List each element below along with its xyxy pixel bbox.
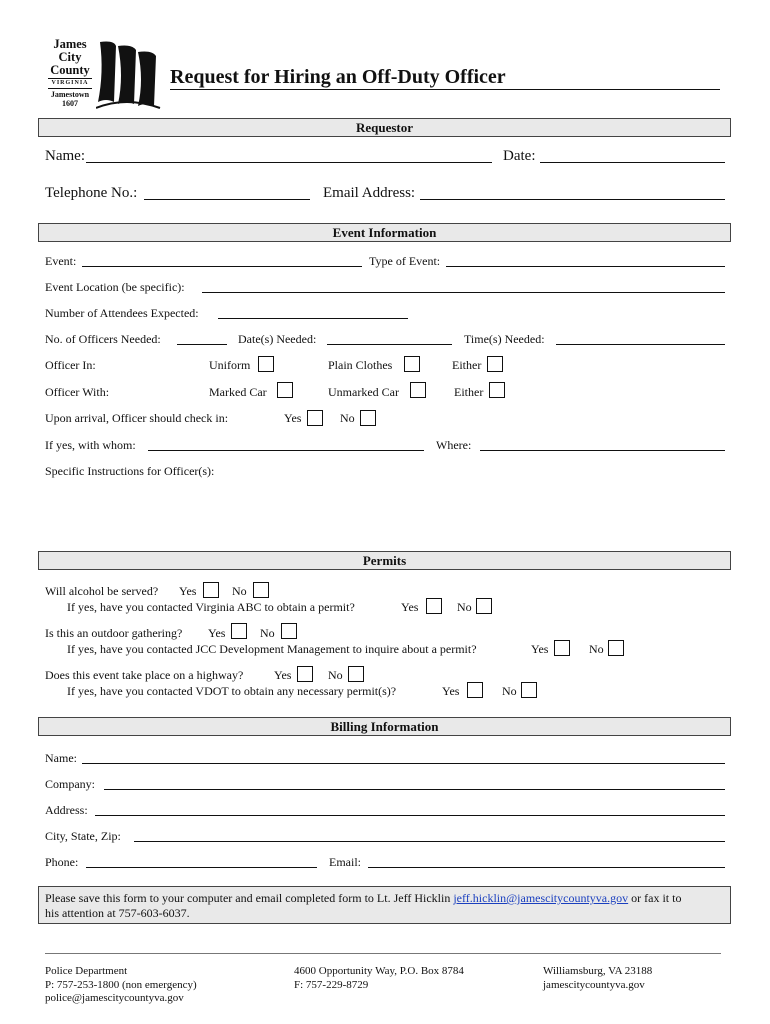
plain-clothes-label: Plain Clothes xyxy=(328,358,393,372)
requestor-date-field[interactable] xyxy=(540,162,725,163)
vdot-yes-checkbox[interactable] xyxy=(467,682,483,698)
billing-email-field[interactable] xyxy=(368,867,725,868)
billing-city-field[interactable] xyxy=(134,841,725,842)
alcohol-yes-label: Yes xyxy=(179,584,197,598)
attendees-label: Number of Attendees Expected: xyxy=(45,306,199,320)
notice-text: Please save this form to your computer and email completed form to Lt. Jeff Hicklin xyxy=(45,891,451,905)
ship-sails-icon xyxy=(96,36,162,112)
instructions-label: Specific Instructions for Officer(s): xyxy=(45,464,215,478)
county-logo xyxy=(40,36,162,112)
billing-header: Billing Information xyxy=(38,717,731,736)
officers-needed-label: No. of Officers Needed: xyxy=(45,332,161,346)
footer-city: Williamsburg, VA 23188 xyxy=(543,965,653,977)
logo-text-year: 1607 xyxy=(62,99,78,108)
notice-text-fax: or fax it to xyxy=(631,891,682,905)
requestor-name-label: Name: xyxy=(45,148,85,164)
footer-email: police@jamescitycountyva.gov xyxy=(45,992,184,1004)
uniform-label: Uniform xyxy=(209,358,251,372)
footer-website: jamescitycountyva.gov xyxy=(543,978,645,991)
instructions-field[interactable] xyxy=(45,480,725,544)
billing-address-label: Address: xyxy=(45,803,88,817)
logo-text-jamestown: Jamestown xyxy=(50,90,90,99)
times-needed-label: Time(s) Needed: xyxy=(464,332,545,346)
event-type-field[interactable] xyxy=(446,266,725,267)
dates-needed-label: Date(s) Needed: xyxy=(238,332,317,346)
requestor-header: Requestor xyxy=(38,118,731,137)
officers-needed-field[interactable] xyxy=(177,344,227,345)
event-field[interactable] xyxy=(82,266,362,267)
billing-name-field[interactable] xyxy=(82,763,725,764)
billing-city-label: City, State, Zip: xyxy=(45,829,121,843)
dates-needed-field[interactable] xyxy=(327,344,452,345)
officer-with-label: Officer With: xyxy=(45,385,110,399)
whom-label: If yes, with whom: xyxy=(45,438,136,452)
footer-phone: P: 757-253-1800 (non emergency) xyxy=(45,978,197,991)
alcohol-no-label: No xyxy=(232,584,247,598)
checkin-no-label: No xyxy=(340,411,355,425)
highway-yes-label: Yes xyxy=(274,668,292,682)
highway-no-checkbox[interactable] xyxy=(348,666,364,682)
plain-clothes-checkbox[interactable] xyxy=(404,356,420,372)
requestor-email-field[interactable] xyxy=(420,199,725,200)
jcc-yes-checkbox[interactable] xyxy=(554,640,570,656)
requestor-phone-label: Telephone No.: xyxy=(45,185,138,201)
requestor-email-label: Email Address: xyxy=(323,185,416,201)
highway-question: Does this event take place on a highway? xyxy=(45,668,244,682)
alcohol-permit-question: If yes, have you contacted Virginia ABC to obtain a permit? xyxy=(67,600,355,614)
vdot-yes-label: Yes xyxy=(442,684,460,698)
billing-phone-label: Phone: xyxy=(45,855,79,869)
notice-fax-number: his attention at 757-603-6037. xyxy=(45,906,190,920)
alcohol-no-checkbox[interactable] xyxy=(253,582,269,598)
requestor-date-label: Date: xyxy=(503,148,536,164)
marked-car-checkbox[interactable] xyxy=(277,382,293,398)
permits-header: Permits xyxy=(38,551,731,570)
alcohol-question: Will alcohol be served? xyxy=(45,584,159,598)
footer-address: 4600 Opportunity Way, P.O. Box 8784 xyxy=(294,965,464,977)
vdot-no-label: No xyxy=(502,684,517,698)
checkin-label: Upon arrival, Officer should check in: xyxy=(45,411,229,425)
checkin-yes-checkbox[interactable] xyxy=(307,410,323,426)
either-car-label: Either xyxy=(454,385,484,399)
either-clothes-checkbox[interactable] xyxy=(487,356,503,372)
jcc-yes-label: Yes xyxy=(531,642,549,656)
footer-col-city xyxy=(543,965,652,992)
whom-field[interactable] xyxy=(148,450,424,451)
highway-no-label: No xyxy=(328,668,343,682)
event-header: Event Information xyxy=(38,223,731,242)
jcc-no-label: No xyxy=(589,642,604,656)
where-field[interactable] xyxy=(480,450,725,451)
submission-notice xyxy=(38,886,731,924)
unmarked-car-checkbox[interactable] xyxy=(410,382,426,398)
outdoor-no-checkbox[interactable] xyxy=(281,623,297,639)
uniform-checkbox[interactable] xyxy=(258,356,274,372)
billing-company-field[interactable] xyxy=(104,789,725,790)
highway-yes-checkbox[interactable] xyxy=(297,666,313,682)
footer-fax: F: 757-229-8729 xyxy=(294,978,369,991)
billing-company-label: Company: xyxy=(45,777,95,791)
footer-col-department xyxy=(45,965,197,1006)
marked-car-label: Marked Car xyxy=(209,385,267,399)
form-title: Request for Hiring an Off-Duty Officer xyxy=(170,66,506,88)
event-location-field[interactable] xyxy=(202,292,725,293)
logo-text-virginia: VIRGINIA xyxy=(48,78,92,89)
outdoor-permit-question: If yes, have you contacted JCC Development Management to inquire about a permit? xyxy=(67,642,477,656)
jcc-no-checkbox[interactable] xyxy=(608,640,624,656)
billing-name-label: Name: xyxy=(45,751,77,765)
footer-divider xyxy=(45,953,721,954)
footer-department: Police Department xyxy=(45,965,128,977)
requestor-name-field[interactable] xyxy=(86,162,492,163)
outdoor-yes-label: Yes xyxy=(208,626,226,640)
title-underline xyxy=(170,89,720,90)
unmarked-car-label: Unmarked Car xyxy=(328,385,399,399)
logo-text-county: County xyxy=(50,63,90,77)
abc-yes-checkbox[interactable] xyxy=(426,598,442,614)
logo-text-city: City xyxy=(58,50,82,64)
abc-no-checkbox[interactable] xyxy=(476,598,492,614)
attendees-field[interactable] xyxy=(218,318,408,319)
requestor-phone-field[interactable] xyxy=(144,199,310,200)
event-label: Event: xyxy=(45,254,77,268)
billing-email-label: Email: xyxy=(329,855,361,869)
alcohol-yes-checkbox[interactable] xyxy=(203,582,219,598)
where-label: Where: xyxy=(436,438,472,452)
vdot-no-checkbox[interactable] xyxy=(521,682,537,698)
either-car-checkbox[interactable] xyxy=(489,382,505,398)
abc-yes-label: Yes xyxy=(401,600,419,614)
footer-col-address xyxy=(294,965,464,992)
highway-permit-question: If yes, have you contacted VDOT to obtain any necessary permit(s)? xyxy=(67,684,397,698)
outdoor-no-label: No xyxy=(260,626,275,640)
checkin-yes-label: Yes xyxy=(284,411,302,425)
checkin-no-checkbox[interactable] xyxy=(360,410,376,426)
notice-email-link[interactable]: jeff.hicklin@jamescitycountyva.gov xyxy=(453,891,629,905)
event-type-label: Type of Event: xyxy=(369,254,441,268)
outdoor-question: Is this an outdoor gathering? xyxy=(45,626,183,640)
outdoor-yes-checkbox[interactable] xyxy=(231,623,247,639)
billing-phone-field[interactable] xyxy=(86,867,317,868)
event-location-label: Event Location (be specific): xyxy=(45,280,185,294)
officer-in-label: Officer In: xyxy=(45,358,96,372)
times-needed-field[interactable] xyxy=(556,344,725,345)
abc-no-label: No xyxy=(457,600,472,614)
logo-text-james: James xyxy=(53,37,87,51)
billing-address-field[interactable] xyxy=(95,815,725,816)
either-in-label: Either xyxy=(452,358,482,372)
